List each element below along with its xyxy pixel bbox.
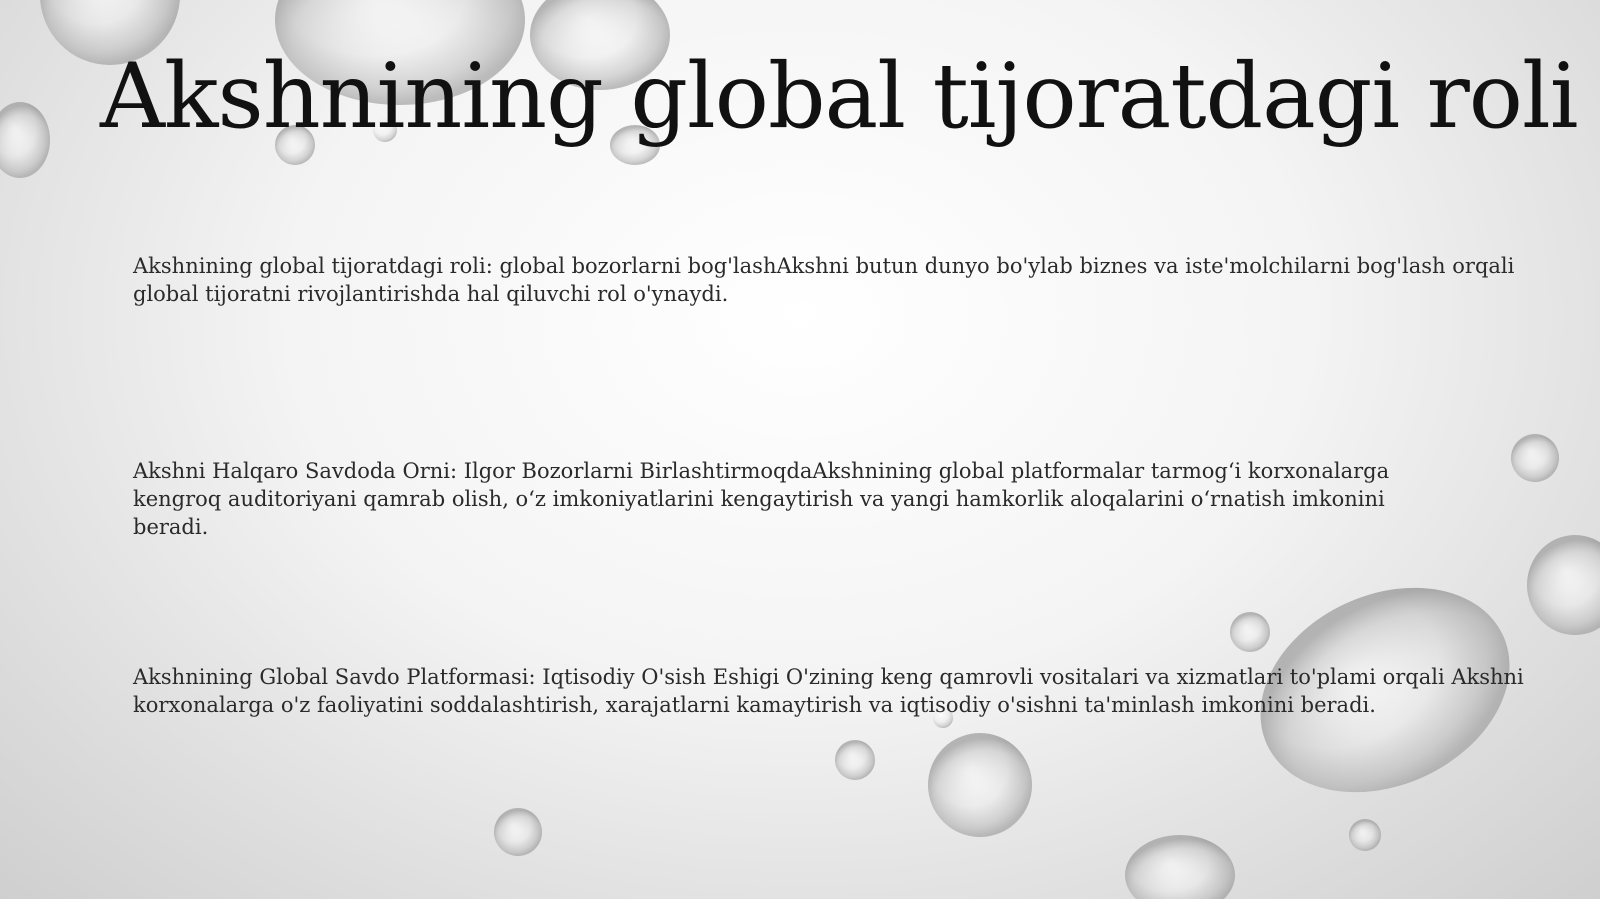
droplet — [494, 808, 542, 856]
droplet — [1125, 835, 1235, 899]
droplet — [1511, 434, 1559, 482]
droplet — [1230, 612, 1270, 652]
droplet — [1349, 819, 1381, 851]
slide-title: Akshnining global tijoratdagi roli — [100, 44, 1578, 149]
paragraph-trade-platform: Akshnining Global Savdo Platformasi: Iqtisodiy O'sish Eshigi O'zining keng qamrovli vositalari va xizmatlari to'plami orqali Akshni korxonalarga o'z faoliyatini soddalashtirish, xarajatlarni kamaytirish va iqtisodiy o'sishni ta'minlash imkonini beradi. — [133, 665, 1524, 717]
droplet — [1527, 535, 1600, 635]
droplet — [835, 740, 875, 780]
droplet — [0, 102, 50, 178]
paragraph-global-markets: Akshnining global tijoratdagi roli: global bozorlarni bog'lashAkshni butun dunyo bo'ylab biznes va iste'molchilarni bog'lash orqali global tijoratni rivojlantirishda hal qiluvchi rol o'ynaydi. — [133, 254, 1515, 306]
paragraph-international-trade: Akshni Halqaro Savdoda Orni: Ilgor Bozorlarni BirlashtirmoqdaAkshnining global platformalar tarmog‘i korxonalarga kengroq auditoriyani qamrab olish, o‘z imkoniyatlarini kengaytirish va yangi hamkorlik aloqalarini o‘rnatish imkonini beradi. — [133, 459, 1390, 539]
droplet — [928, 733, 1032, 837]
